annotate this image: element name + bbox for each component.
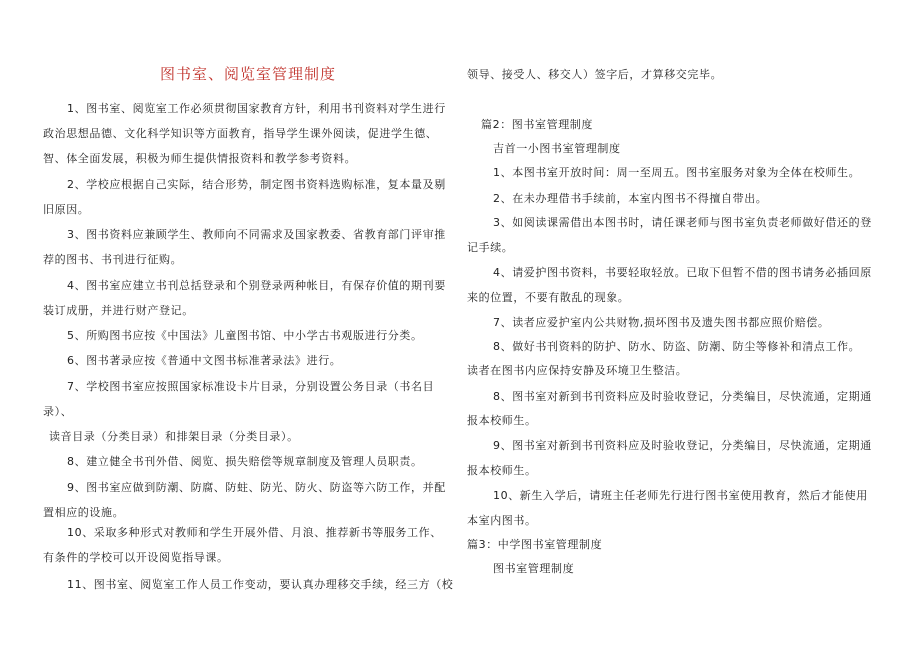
left-text-line: 10、采取多种形式对教师和学生开展外借、月浪、推荐新书等服务工作、 — [67, 526, 442, 539]
right-text-line: 本室内图书。 — [467, 514, 537, 527]
left-text-line: 录）、 — [43, 405, 73, 418]
left-text-line: 置相应的设施。 — [43, 506, 125, 519]
left-text-line: 智、体全面发展，积极为师生提供情报资料和教学参考资料。 — [43, 152, 357, 165]
right-text-line: 报本校师生。 — [467, 414, 537, 427]
left-text-line: 8、建立健全书刊外借、阅览、损失赔偿等规章制度及管理人员职责。 — [67, 455, 423, 468]
left-text-line: 4、图书室应建立书刊总括登录和个别登录两种帐目，有保存价值的期刊要 — [67, 279, 446, 292]
left-text-line: 装订成册，并进行财产登记。 — [43, 304, 194, 317]
right-text-line: 2、在未办理借书手续前，本室内图书不得擅自带出。 — [493, 192, 768, 205]
right-text-line: 图书室管理制度 — [493, 562, 575, 575]
right-text-line: 吉首一小图书室管理制度 — [493, 142, 621, 155]
left-text-line: 5、所购图书应按《中国法》儿童图书馆、中小学古书观版进行分类。 — [67, 329, 423, 342]
right-text-line: 1、本图书室开放时间：周一至周五。图书室服务对象为全体在校师生。 — [493, 166, 861, 179]
right-text-line: 领导、接受人、移交人）签字后，才算移交完毕。 — [467, 68, 723, 81]
right-text-line: 来的位置，不要有散乱的现象。 — [467, 291, 630, 304]
document-title: 图书室、阅览室管理制度 — [160, 65, 337, 83]
right-text-line: 8、图书室对新到书刊资料应及时验收登记，分类编目，尽快流通，定期通 — [493, 390, 872, 403]
right-text-line: 报本校师生。 — [467, 464, 537, 477]
left-text-line: 荐的图书、书刊进行征购。 — [43, 253, 183, 266]
left-text-line: 2、学校应根据自己实际，结合形势，制定图书资料选购标准，复本量及剔 — [67, 178, 446, 191]
right-text-line: 7、读者应爱护室内公共财物,损坏图书及遗失图书都应照价赔偿。 — [493, 316, 830, 329]
left-text-line: 有条件的学校可以开设阅览指导课。 — [43, 551, 229, 564]
right-text-line: 篇3：中学图书室管理制度 — [467, 538, 603, 551]
right-text-line: 篇2：图书室管理制度 — [481, 118, 593, 131]
left-text-line: 11、图书室、阅览室工作人员工作变动，要认真办理移交手续，经三方（校 — [67, 578, 454, 591]
left-text-line: 读音目录（分类目录）和排架目录（分类目录）。 — [49, 430, 299, 443]
left-text-line: 9、图书室应做到防潮、防腐、防蛀、防光、防火、防盗等六防工作，并配 — [67, 481, 446, 494]
right-text-line: 读者在图书内应保持安静及环境卫生整洁。 — [467, 364, 688, 377]
right-text-line: 记手续。 — [467, 241, 514, 254]
right-text-line: 4、请爱护图书资料，书要轻取轻放。已取下但暂不借的图书请务必插回原 — [493, 266, 872, 279]
right-text-line: 3、如阅读课需借出本图书时，请任课老师与图书室负责老师做好借还的登 — [493, 216, 872, 229]
right-text-line: 10、新生入学后，请班主任老师先行进行图书室使用教育，然后才能使用 — [493, 489, 868, 502]
right-text-line: 8、做好书刊资料的防护、防水、防盗、防潮、防尘等修补和清点工作。 — [493, 340, 861, 353]
left-text-line: 3、图书资料应兼顾学生、教师向不同需求及国家教委、省教育部门评审推 — [67, 228, 446, 241]
right-text-line: 9、图书室对新到书刊资料应及时验收登记，分类编目，尽快流通，定期通 — [493, 439, 872, 452]
left-text-line: 6、图书著录应按《普通中文图书标准著录法》进行。 — [67, 354, 342, 367]
left-text-line: 政治思想品德、文化科学知识等方面教育，指导学生课外阅读，促进学生德、 — [43, 127, 438, 140]
left-text-line: 旧原因。 — [43, 203, 90, 216]
left-text-line: 7、学校图书室应按照国家标准设卡片目录，分别设置公务目录（书名目 — [67, 380, 435, 393]
left-text-line: 1、图书室、阅览室工作必须贯彻国家教育方针，利用书刊资料对学生进行 — [67, 102, 446, 115]
